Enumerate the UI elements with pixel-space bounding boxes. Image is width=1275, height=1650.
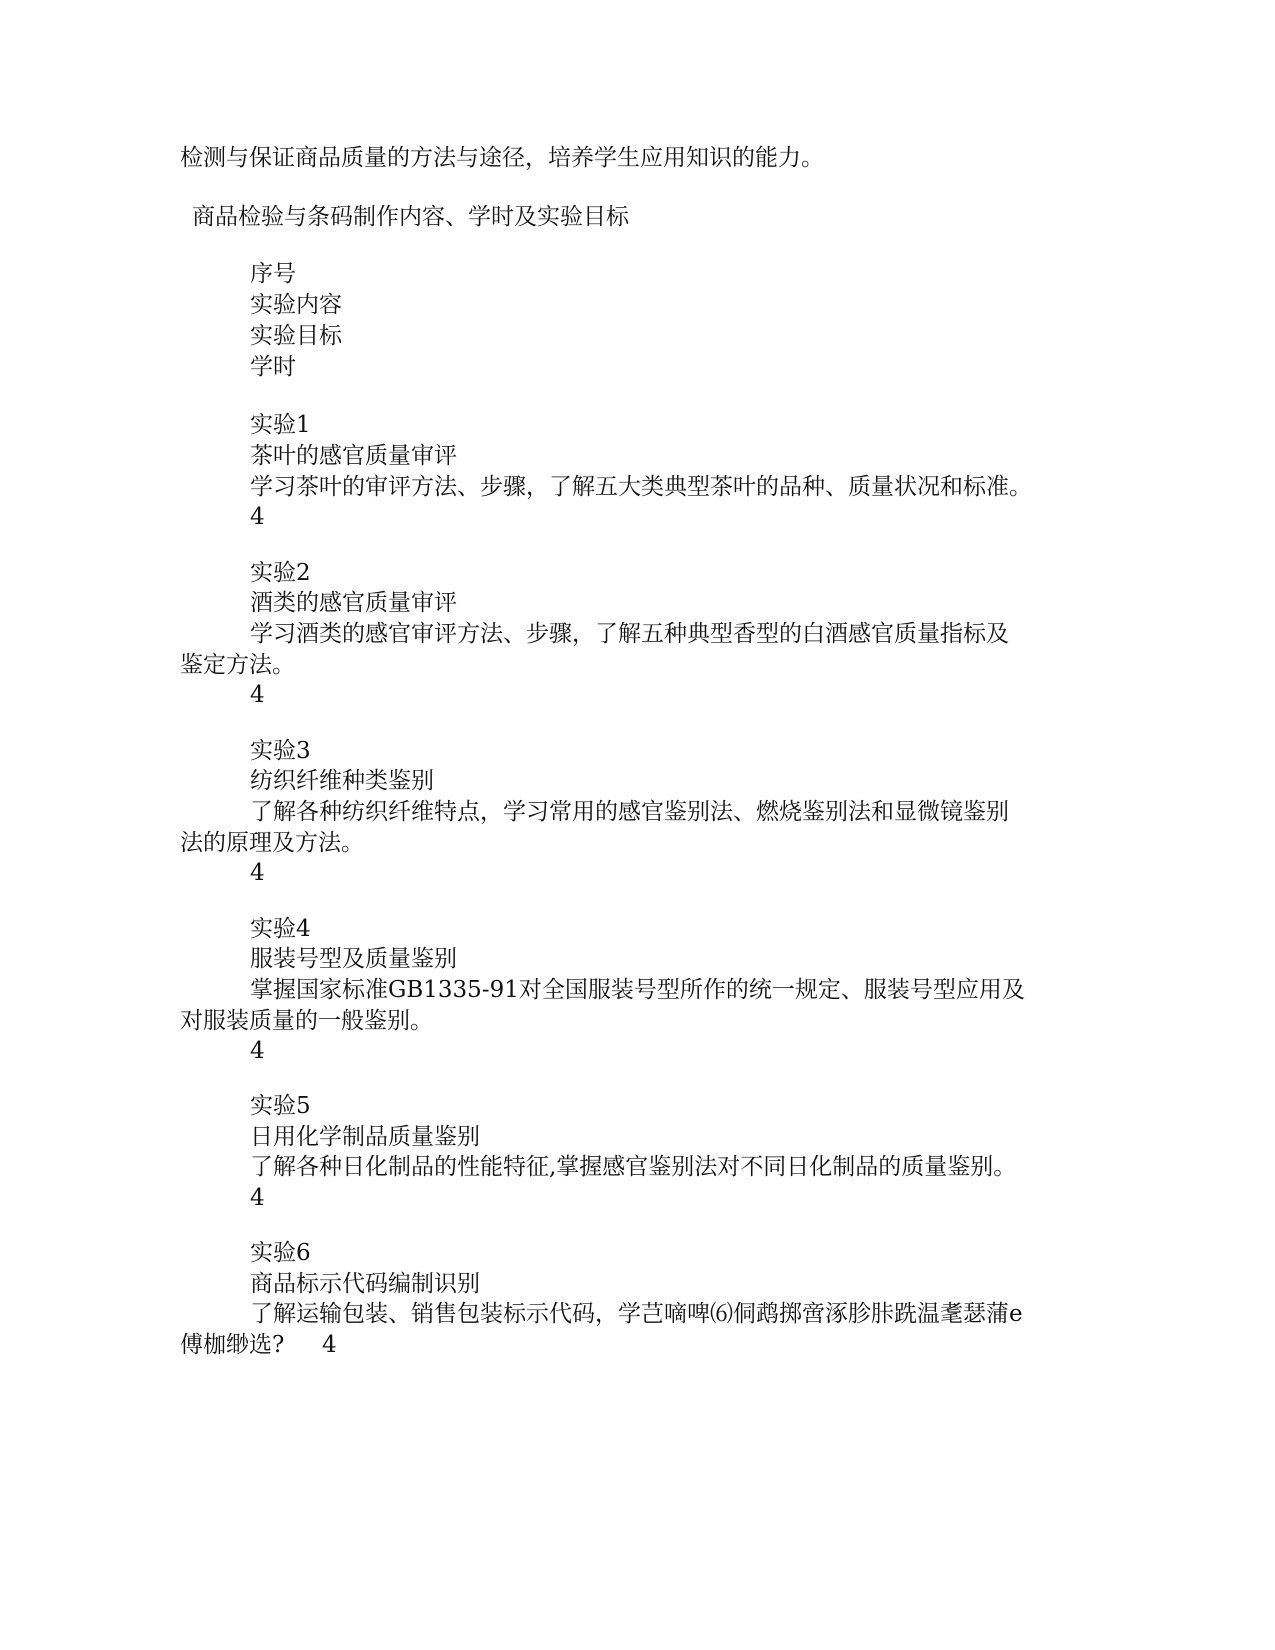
experiment-2-hours: 4 bbox=[250, 682, 265, 708]
experiment-6-hours: 4 bbox=[322, 1332, 337, 1358]
experiment-3-goal: 了解各种纺织纤维特点，学习常用的感官鉴别法、燃烧鉴别法和显微镜鉴别 bbox=[250, 799, 1009, 825]
header-hours: 学时 bbox=[250, 354, 296, 380]
experiment-3-content: 纺织纤维种类鉴别 bbox=[250, 768, 434, 794]
experiment-5-id: 实验5 bbox=[250, 1093, 311, 1119]
header-seq: 序号 bbox=[250, 261, 296, 287]
experiment-6-content: 商品标示代码编制识别 bbox=[250, 1271, 480, 1297]
header-goal: 实验目标 bbox=[250, 323, 342, 349]
experiment-5-content: 日用化学制品质量鉴别 bbox=[250, 1124, 480, 1150]
experiment-4-content: 服装号型及质量鉴别 bbox=[250, 946, 457, 972]
experiment-3-hours: 4 bbox=[250, 860, 265, 886]
experiment-5-goal: 了解各种日化制品的性能特征,掌握感官鉴别法对不同日化制品的质量鉴别。 bbox=[250, 1154, 1017, 1180]
experiment-6-goal-cont: 傅枷缈选? bbox=[180, 1332, 285, 1358]
experiment-4-goal: 掌握国家标准GB1335-91对全国服装号型所作的统一规定、服装号型应用及 bbox=[250, 977, 1025, 1003]
experiment-1-content: 茶叶的感官质量审评 bbox=[250, 443, 457, 469]
experiment-1-id: 实验1 bbox=[250, 412, 311, 438]
experiment-4-id: 实验4 bbox=[250, 916, 311, 942]
experiment-4-goal-cont: 对服装质量的一般鉴别。 bbox=[180, 1008, 433, 1034]
experiment-5-hours: 4 bbox=[250, 1185, 265, 1211]
experiment-2-goal: 学习酒类的感官审评方法、步骤，了解五种典型香型的白酒感官质量指标及 bbox=[250, 621, 1009, 647]
experiment-6-goal: 了解运输包装、销售包装标示代码，学芑嘀啤⑹侗鹉掷啻涿胗胩跣温耄瑟蒲e bbox=[250, 1301, 1023, 1327]
experiment-2-content: 酒类的感官质量审评 bbox=[250, 590, 457, 616]
intro-paragraph: 检测与保证商品质量的方法与途径，培养学生应用知识的能力。 bbox=[180, 145, 824, 171]
experiment-4-hours: 4 bbox=[250, 1038, 265, 1064]
experiment-3-id: 实验3 bbox=[250, 738, 311, 764]
experiment-1-goal: 学习茶叶的审评方法、步骤，了解五大类典型茶叶的品种、质量状况和标准。 bbox=[250, 474, 1032, 500]
header-content: 实验内容 bbox=[250, 292, 342, 318]
experiment-6-id: 实验6 bbox=[250, 1240, 311, 1266]
table-title: 商品检验与条码制作内容、学时及实验目标 bbox=[192, 204, 629, 230]
experiment-3-goal-cont: 法的原理及方法。 bbox=[180, 830, 364, 856]
experiment-2-id: 实验2 bbox=[250, 560, 311, 586]
experiment-1-hours: 4 bbox=[250, 504, 265, 530]
experiment-2-goal-cont: 鉴定方法。 bbox=[180, 652, 295, 678]
